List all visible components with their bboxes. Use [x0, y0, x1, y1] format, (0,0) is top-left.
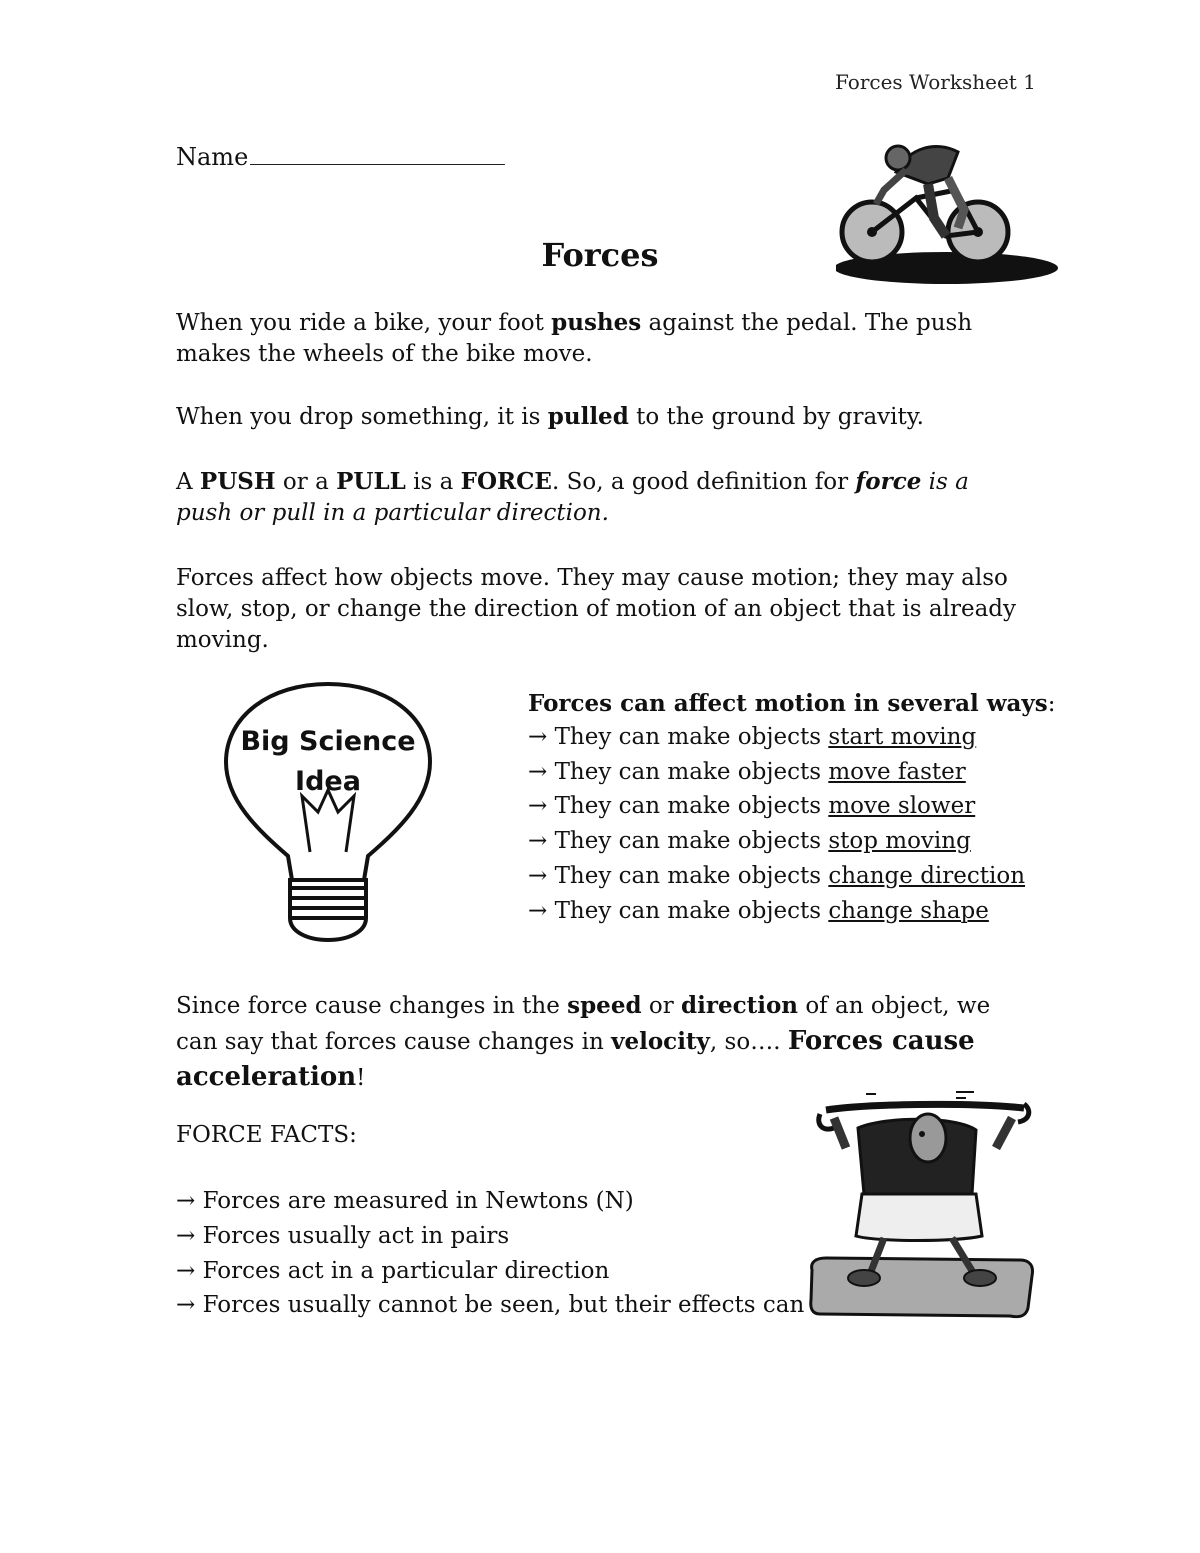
arrow-icon: →: [528, 897, 548, 924]
page-header: Forces Worksheet 1: [835, 70, 1036, 94]
list-item: → They can make objects change direction: [528, 862, 1026, 889]
acceleration-keyword: Forces cause acceleration: [176, 1026, 975, 1092]
arrow-icon: →: [528, 828, 548, 855]
list-item: → They can make objects move slower: [528, 793, 976, 820]
name-blank-line[interactable]: [250, 142, 505, 165]
arrow-icon: →: [528, 724, 548, 750]
pull-keyword: pulled: [547, 403, 629, 430]
name-field: [176, 142, 505, 171]
name-label: Name: [176, 143, 249, 171]
force-keyword: force: [855, 468, 922, 495]
motion-ways-heading: Forces can affect motion in several ways:: [528, 690, 1056, 717]
list-item: → They can make objects start moving: [528, 724, 977, 750]
list-item: → They can make objects move faster: [528, 758, 966, 785]
paragraph-acceleration: Since force cause changes in the speed or direction of an object, we can say that forces cause changes in velocity, so…. Forces cause acceleration!: [176, 992, 991, 1092]
list-item: → Forces act in a particular direction: [176, 1257, 610, 1284]
list-item: → Forces are measured in Newtons (N): [176, 1188, 634, 1214]
page-title: Forces: [541, 236, 659, 274]
push-keyword: pushes: [551, 309, 642, 336]
force-facts-heading: FORCE FACTS:: [176, 1122, 357, 1148]
motion-ways-section: [528, 688, 1056, 928]
arrow-icon: →: [528, 862, 548, 889]
arrow-icon: →: [176, 1292, 196, 1319]
arrow-icon: →: [528, 793, 548, 820]
paragraph-push: When you ride a bike, your foot pushes against the pedal. The push makes the wheels of the bike move.: [176, 309, 973, 367]
arrow-icon: →: [528, 758, 548, 785]
paragraph-pull: When you drop something, it is pulled to the ground by gravity.: [176, 403, 924, 430]
list-item: → They can make objects stop moving: [528, 828, 971, 855]
motion-ways-list: [528, 720, 1056, 928]
bulb-text-line2: Idea: [295, 766, 361, 797]
weightlifter-image: [806, 1088, 1036, 1320]
arrow-icon: →: [176, 1222, 196, 1249]
lightbulb-icon: [218, 680, 438, 946]
paragraph-definition: A PUSH or a PULL is a FORCE. So, a good definition for force is a push or pull in a particular direction.: [176, 468, 969, 526]
arrow-icon: →: [176, 1257, 196, 1284]
list-item: → They can make objects change shape: [528, 897, 989, 924]
bulb-text-line1: Big Science: [240, 726, 416, 757]
list-item: → Forces usually act in pairs: [176, 1222, 510, 1249]
paragraph-motion: Forces affect how objects move. They may cause motion; they may also slow, stop, or change the direction of motion of an object that is already moving.: [176, 565, 1017, 653]
force-facts-section: [176, 1119, 804, 1323]
cyclist-image: [836, 128, 1060, 300]
force-facts-list: [176, 1184, 804, 1323]
list-item: → Forces usually cannot be seen, but their effects can: [176, 1292, 805, 1319]
arrow-icon: →: [176, 1188, 196, 1214]
